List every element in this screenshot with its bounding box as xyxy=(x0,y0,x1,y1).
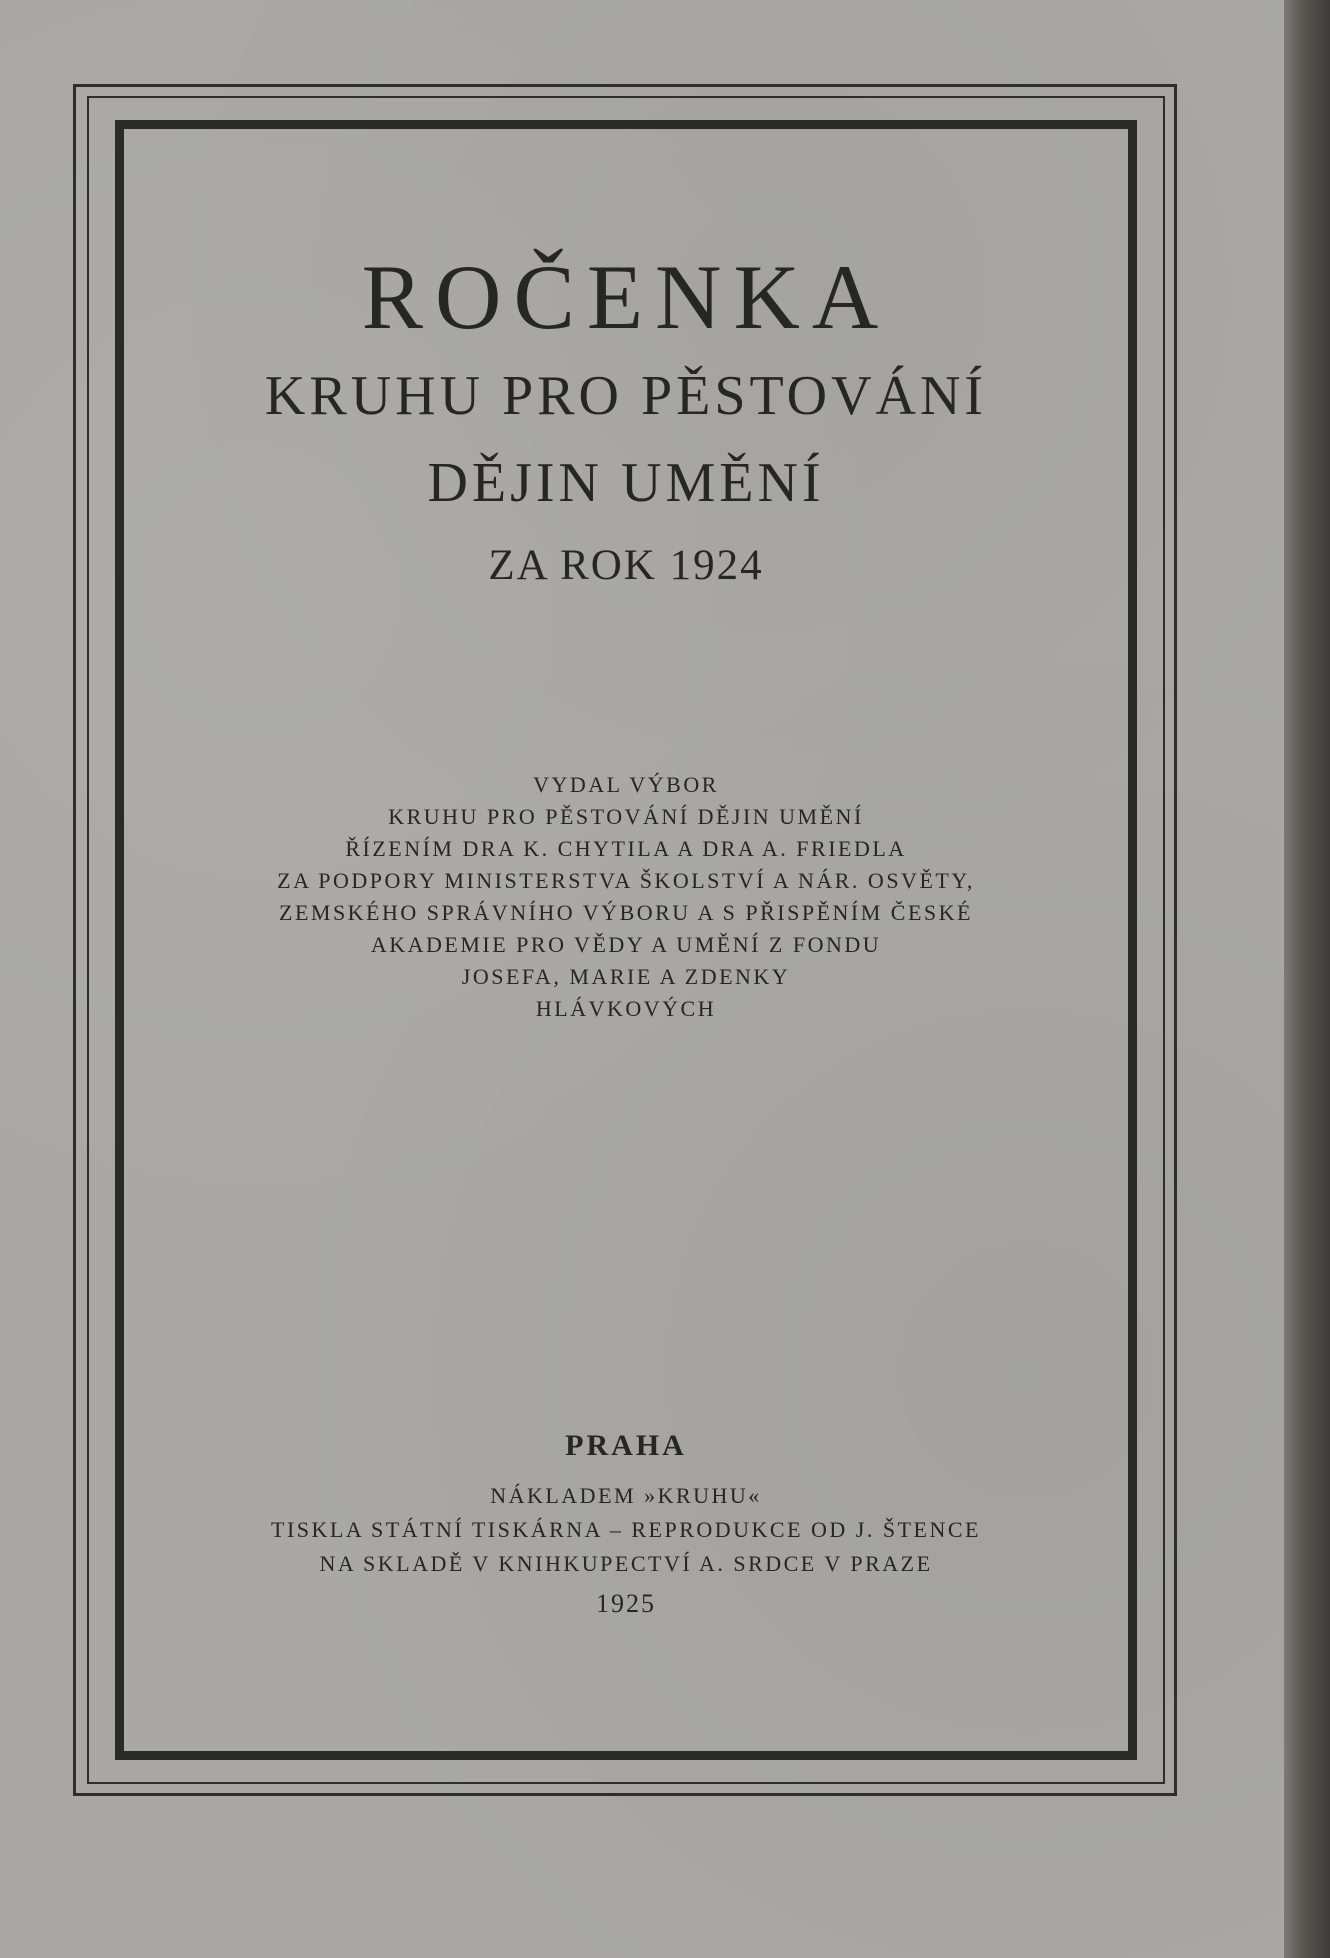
publisher-line: ZEMSKÉHO SPRÁVNÍHO VÝBORU A S PŘISPĚNÍM ČESKÉ xyxy=(279,900,973,925)
imprint-line: NÁKLADEM »KRUHU« xyxy=(490,1483,762,1508)
page-edge xyxy=(1284,0,1330,1958)
imprint-city: PRAHA xyxy=(565,1429,687,1462)
cover-year-line: ZA ROK 1924 xyxy=(488,542,764,589)
publisher-line: JOSEFA, MARIE A ZDENKY xyxy=(461,964,791,989)
imprint-details xyxy=(124,1479,1128,1581)
publisher-line: ZA PODPORY MINISTERSTVA ŠKOLSTVÍ A NÁR. OSVĚTY, xyxy=(277,868,975,893)
publication-year: 1925 xyxy=(596,1589,656,1618)
publisher-line: ŘÍZENÍM DRA K. CHYTILA A DRA A. FRIEDLA xyxy=(345,836,907,861)
publisher-line: HLÁVKOVÝCH xyxy=(535,996,717,1021)
cover-subtitle-line-2: DĚJIN UMĚNÍ xyxy=(427,452,825,514)
imprint-line: NA SKLADĚ V KNIHKUPECTVÍ A. SRDCE V PRAZE xyxy=(319,1551,933,1576)
publisher-line: AKADEMIE PRO VĚDY A UMĚNÍ Z FONDU xyxy=(370,932,882,957)
publisher-info xyxy=(124,769,1128,1025)
publisher-line: VYDAL VÝBOR xyxy=(533,772,719,797)
cover-subtitle-line-1: KRUHU PRO PĚSTOVÁNÍ xyxy=(264,365,988,427)
cover-title: ROČENKA xyxy=(361,246,891,348)
publisher-line: KRUHU PRO PĚSTOVÁNÍ DĚJIN UMĚNÍ xyxy=(388,804,864,829)
cover-content xyxy=(124,129,1128,1751)
imprint-line: TISKLA STÁTNÍ TISKÁRNA – REPRODUKCE OD J. ŠTENCE xyxy=(271,1517,981,1542)
